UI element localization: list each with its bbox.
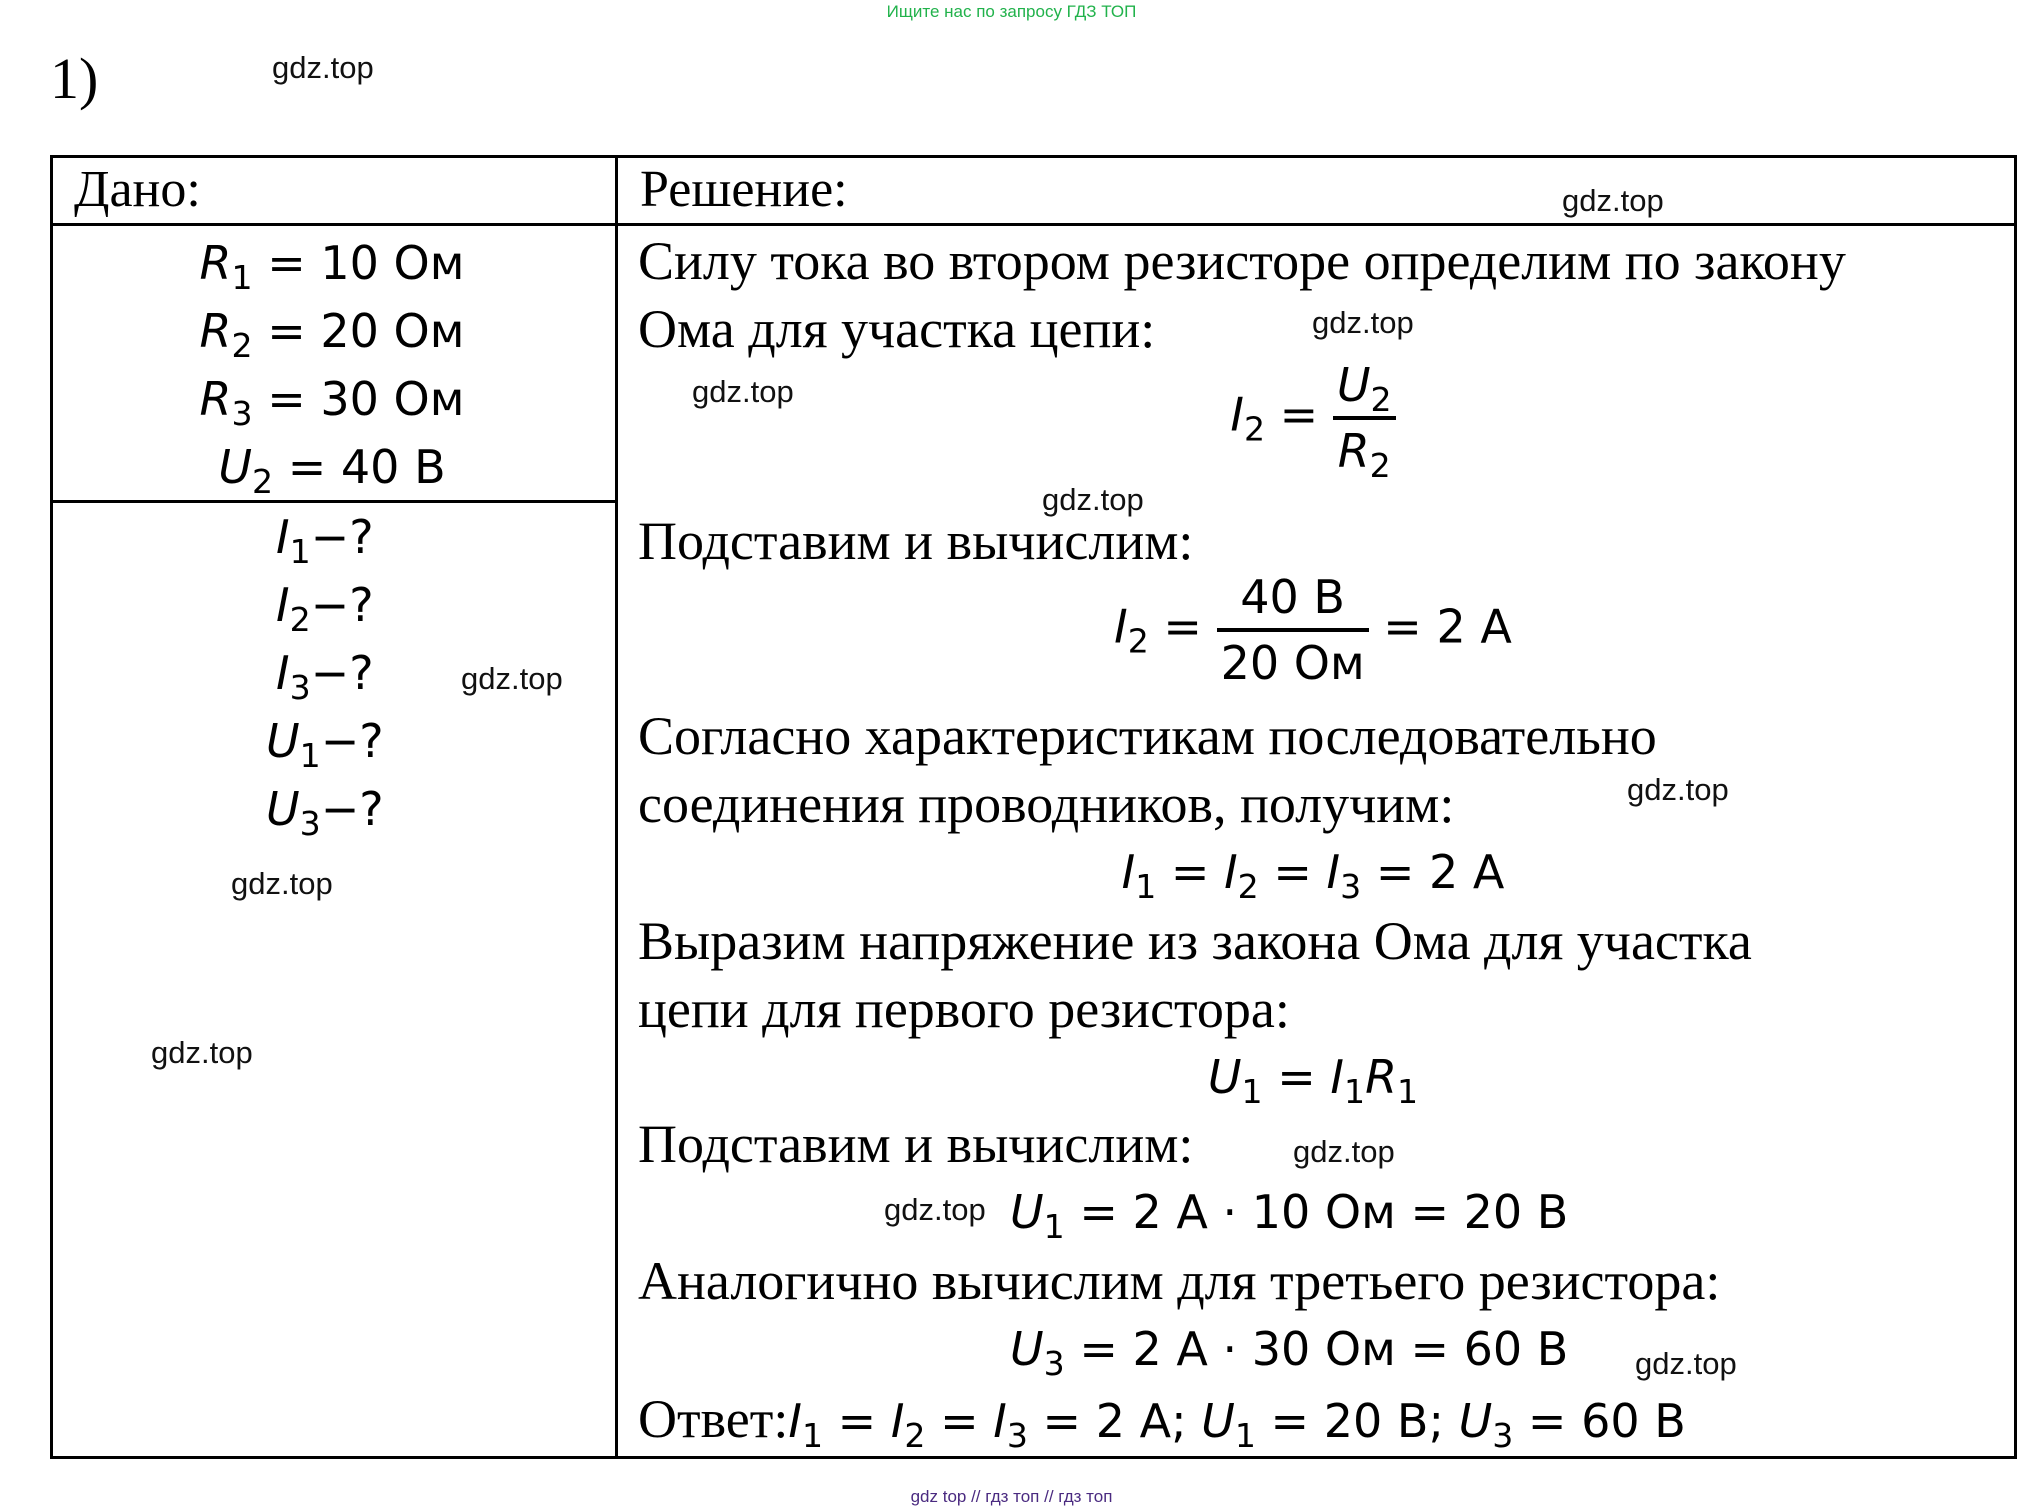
formula-currents: $I_1 = I_2 = I_3 = 2$ А [1121,845,1505,906]
given-r2: $R_2 = 20$ Ом [199,304,465,365]
fraction: $\frac{40 В}{20 Ом}$ [1217,570,1369,690]
formula-ohm: $I_2$ = $\frac{U_2}{R_2}$ [618,358,2008,478]
problem-number: 1) [50,46,99,111]
given-r3: $R_3 = 30$ Ом [199,372,465,433]
given-r1: $R_1 = 10$ Ом [199,236,465,297]
table-top-border [50,155,2017,158]
given-header: Дано: [74,161,201,218]
watermark: gdz.top [272,50,374,85]
solution-line-6: Выразим напряжение из закона Ома для участка [638,911,1752,971]
watermark: gdz.top [231,866,333,901]
formula-i2-calc: $I_2$ = $\frac{40 В}{20 Ом}$ = 2 А [1114,570,1512,690]
solution-header: Решение: [640,161,848,218]
watermark: gdz.top [884,1192,986,1227]
solution-line-5: соединения проводников, получим: [638,774,1455,834]
find-i1: $I_1-$? [276,510,374,571]
top-banner: Ищите нас по запросу ГДЗ ТОП [886,2,1137,21]
find-u1: $U_1-$? [266,714,384,775]
solution-line-8: Подставим и вычислим: [638,1114,1194,1174]
watermark: gdz.top [692,374,794,409]
solution-line-4: Согласно характеристикам последовательно [638,706,1657,766]
formula-u1-calc: $U_1 = 2$ А · 10 Ом = 20 В [1010,1185,1569,1246]
find-i3: $I_3-$? [276,646,374,707]
table-right-border [2014,155,2017,1459]
watermark: gdz.top [1312,305,1414,340]
given-find-divider [50,500,618,503]
watermark: gdz.top [1562,183,1664,218]
answer-label: Ответ: [638,1389,789,1449]
formula-u3-calc: $U_3 = 2$ А · 30 Ом = 60 В [1010,1322,1569,1383]
header-divider [50,223,2017,226]
watermark: gdz.top [1635,1346,1737,1381]
watermark: gdz.top [1042,482,1144,517]
column-divider [615,155,618,1459]
watermark: gdz.top [461,661,563,696]
formula-u1: $U_1 = I_1R_1$ [1207,1050,1419,1111]
find-i2: $I_2-$? [276,578,374,639]
answer-line [638,1388,1686,1455]
watermark: gdz.top [1293,1134,1395,1169]
table-bottom-border [50,1456,2017,1459]
solution-line-1: Силу тока во втором резисторе определим по закону [638,231,1846,291]
given-u2: $U_2 = 40$ В [218,440,446,501]
solution-line-7: цепи для первого резистора: [638,979,1290,1039]
solution-line-9: Аналогично вычислим для третьего резистора: [638,1251,1721,1311]
fraction: $\frac{U_2}{R_2}$ [1333,358,1396,478]
find-u3: $U_3-$? [266,782,384,843]
solution-line-2: Ома для участка цепи: [638,299,1156,359]
watermark: gdz.top [151,1035,253,1070]
answer-formula: $I_1 = I_2 = I_3 = 2$ А; $U_1 = 20$ В; $U_3 = 60$ В [788,1394,1686,1455]
watermark: gdz.top [1627,772,1729,807]
solution-line-3: Подставим и вычислим: [638,511,1194,571]
bottom-banner: gdz top // гдз топ // гдз топ [910,1487,1113,1506]
